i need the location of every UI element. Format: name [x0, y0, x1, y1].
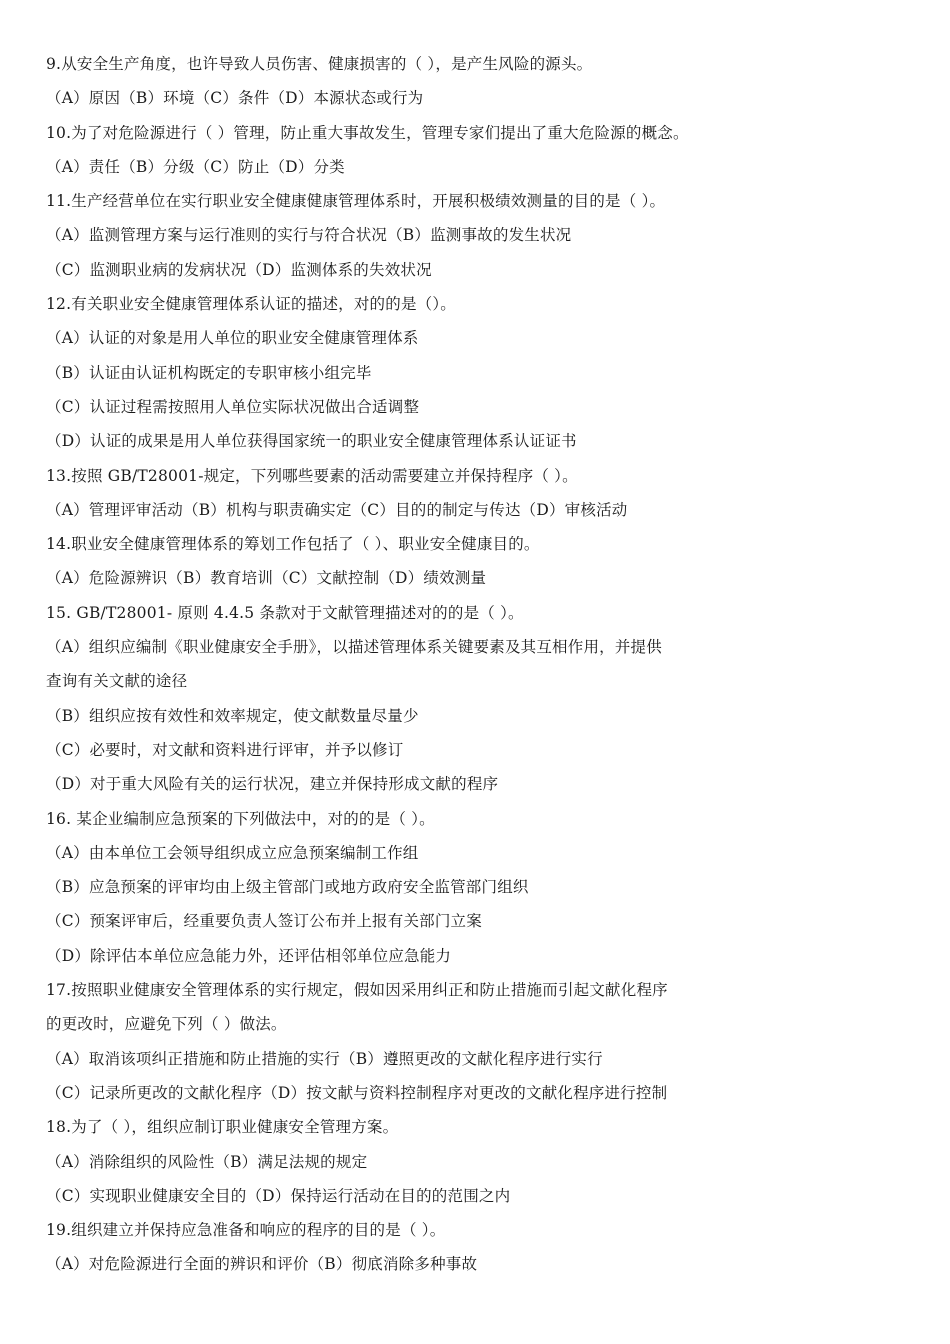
text-line: （C）必要时，对文献和资料进行评审，并予以修订 [46, 740, 404, 759]
text-line: （A）管理评审活动（B）机构与职责确实定（C）目的的制定与传达（D）审核活动 [46, 500, 628, 519]
text-line: 13.按照 GB/T28001-规定，下列哪些要素的活动需要建立并保持程序（ ）。 [46, 466, 578, 485]
text-line: 17.按照职业健康安全管理体系的实行规定，假如因采用纠正和防止措施而引起文献化程序 [46, 981, 668, 1000]
text-line: （C）记录所更改的文献化程序（D）按文献与资料控制程序对更改的文献化程序进行控制 [46, 1083, 668, 1102]
text-line: （A）原因（B）环境（C）条件（D）本源状态或行为 [46, 89, 424, 108]
text-line: 15. GB/T28001- 原则 4.4.5 条款对于文献管理描述对的的是（ ）。 [46, 603, 524, 622]
text-line: （C）预案评审后，经重要负责人签订公布并上报有关部门立案 [46, 912, 482, 931]
document-body [46, 47, 916, 1282]
text-line: 查询有关文献的途径 [46, 672, 188, 691]
text-line: （B）组织应按有效性和效率规定，使文献数量尽量少 [46, 706, 419, 725]
text-line: 12.有关职业安全健康管理体系认证的描述，对的的是（）。 [46, 295, 457, 314]
text-line: （D）对于重大风险有关的运行状况，建立并保持形成文献的程序 [46, 775, 499, 794]
text-line: （A）取消该项纠正措施和防止措施的实行（B）遵照更改的文献化程序进行实行 [46, 1049, 603, 1068]
text-line: （C）监测职业病的发病状况（D）监测体系的失效状况 [46, 260, 432, 279]
text-line: （B）应急预案的评审均由上级主管部门或地方政府安全监管部门组织 [46, 878, 529, 897]
text-line: （A）由本单位工会领导组织成立应急预案编制工作组 [46, 843, 419, 862]
text-line: （C）实现职业健康安全目的（D）保持运行活动在目的的范围之内 [46, 1186, 511, 1205]
text-line: 10.为了对危险源进行（ ）管理，防止重大事故发生，管理专家们提出了重大危险源的概念。 [46, 123, 689, 142]
text-line: （A）对危险源进行全面的辨识和评价（B）彻底消除多种事故 [46, 1255, 478, 1274]
text-line: （A）危险源辨识（B）教育培训（C）文献控制（D）绩效测量 [46, 569, 487, 588]
text-line: 18.为了（ ），组织应制订职业健康安全管理方案。 [46, 1118, 399, 1137]
text-line: （A）消除组织的风险性（B）满足法规的规定 [46, 1152, 368, 1171]
text-line: （C）认证过程需按照用人单位实际状况做出合适调整 [46, 397, 420, 416]
text-line: 11.生产经营单位在实行职业安全健康健康管理体系时，开展积极绩效测量的目的是（ ）。 [46, 192, 666, 211]
text-line: 14.职业安全健康管理体系的筹划工作包括了（ ）、职业安全健康目的。 [46, 535, 540, 554]
text-line: （A）监测管理方案与运行准则的实行与符合状况（B）监测事故的发生状况 [46, 226, 572, 245]
text-line: （B）认证由认证机构既定的专职审核小组完毕 [46, 363, 372, 382]
text-line: （D）认证的成果是用人单位获得国家统一的职业安全健康管理体系认证证书 [46, 432, 577, 451]
text-line: 16. 某企业编制应急预案的下列做法中，对的的是（ ）。 [46, 809, 435, 828]
text-line: 的更改时，应避免下列（ ）做法。 [46, 1015, 287, 1034]
text-line: （D）除评估本单位应急能力外，还评估相邻单位应急能力 [46, 946, 452, 965]
text-line: 9.从安全生产角度，也许导致人员伤害、健康损害的（ ），是产生风险的源头。 [46, 55, 593, 73]
text-line: （A）责任（B）分级（C）防止（D）分类 [46, 157, 345, 176]
text-line: （A）认证的对象是用人单位的职业安全健康管理体系 [46, 329, 419, 348]
text-line: （A）组织应编制《职业健康安全手册》，以描述管理体系关键要素及其互相作用，并提供 [46, 638, 662, 657]
text-line: 19.组织建立并保持应急准备和响应的程序的目的是（ ）。 [46, 1221, 446, 1240]
